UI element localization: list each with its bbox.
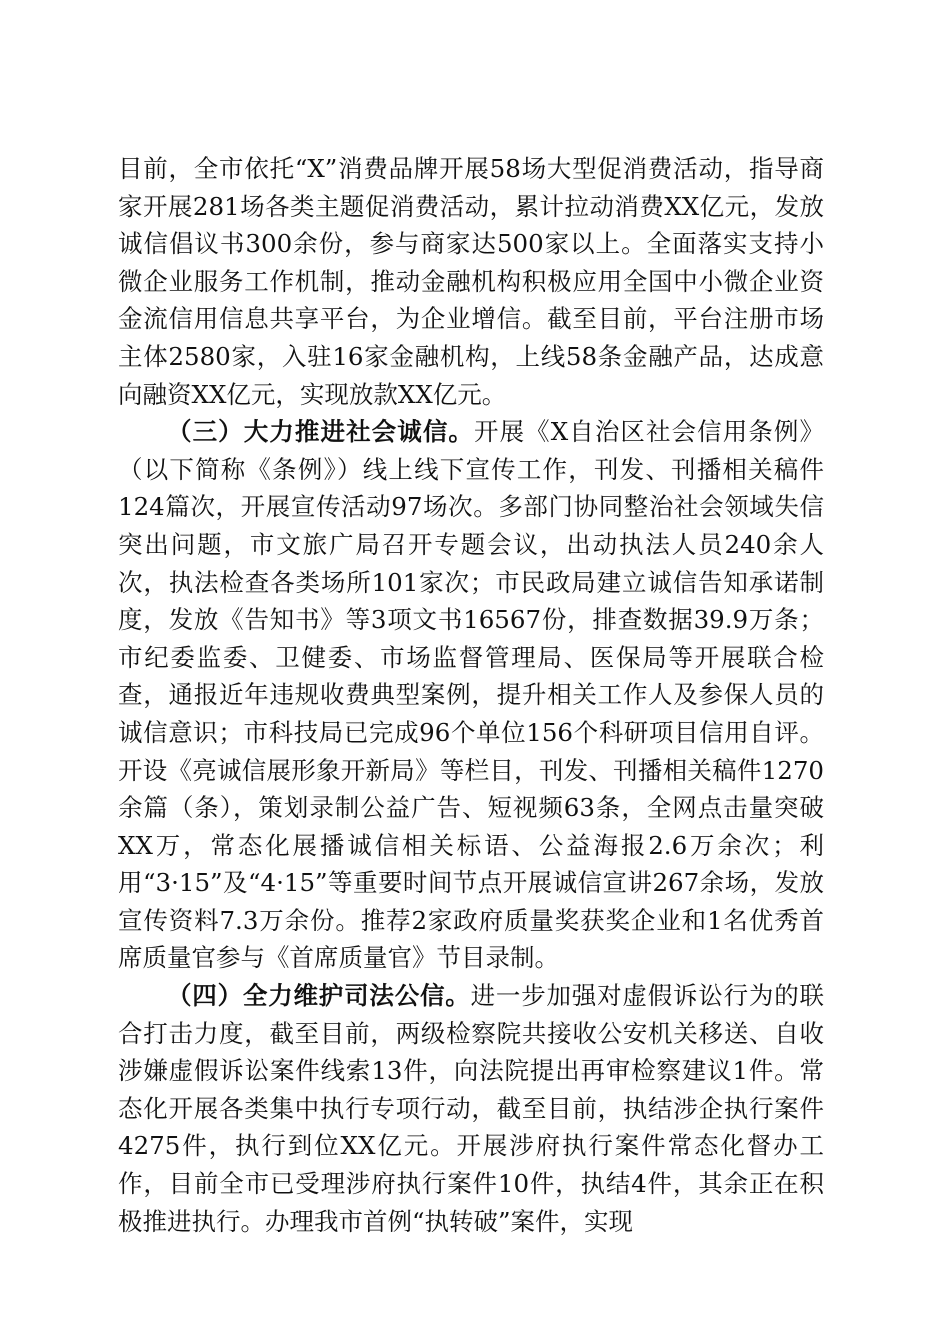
- section-heading-social-credit: （三）大力推进社会诚信。: [167, 417, 474, 447]
- paragraph-consumption-finance: 目前，全市依托“X”消费品牌开展58场大型促消费活动，指导商家开展281场各类主题促消费活动，累计拉动消费XX亿元，发放诚信倡议书300余份，参与商家达500家以上。全面落实支持小微企业服务工作机制，推动金融机构积极应用全国中小微企业资金流信用信息共享平台，为企业增信。截至目前，平台注册市场主体2580家，入驻16家金融机构，上线58条金融产品，达成意向融资XX亿元，实现放款XX亿元。: [118, 154, 824, 409]
- section-body-social-credit: 开展《X自治区社会信用条例》（以下简称《条例》）线上线下宣传工作，刊发、刊播相关稿件124篇次，开展宣传活动97场次。多部门协同整治社会领域失信突出问题，市文旅广局召开专题会议，出动执法人员240余人次，执法检查各类场所101家次；市民政局建立诚信告知承诺制度，发放《告知书》等3项文书16567份，排查数据39.9万条；市纪委监委、卫健委、市场监督管理局、医保局等开展联合检查，通报近年违规收费典型案例，提升相关工作人及参保人员的诚信意识；市科技局已完成96个单位156个科研项目信用自评。开设《亮诚信展形象开新局》等栏目，刊发、刊播相关稿件1270余篇（条），策划录制公益广告、短视频63条，全网点击量突破XX万，常态化展播诚信相关标语、公益海报2.6万余次；利用“3·15”及“4·15”等重要时间节点开展诚信宣讲267余场，发放宣传资料7.3万余份。推荐2家政府质量奖获奖企业和1名优秀首席质量官参与《首席质量官》节目录制。: [118, 417, 824, 973]
- section-social-credit: [118, 413, 824, 977]
- section-body-judicial-credit: 进一步加强对虚假诉讼行为的联合打击力度，截至目前，两级检察院共接收公安机关移送、自收涉嫌虚假诉讼案件线索13件，向法院提出再审检察建议1件。常态化开展各类集中执行专项行动，截至目前，执结涉企执行案件4275件，执行到位XX亿元。开展涉府执行案件常态化督办工作，目前全市已受理涉府执行案件10件，执结4件，其余正在积极推进执行。办理我市首例“执转破”案件，实现: [118, 981, 825, 1236]
- document-page: [118, 150, 824, 1240]
- section-judicial-credit: [118, 977, 824, 1240]
- section-heading-judicial-credit: （四）全力维护司法公信。: [167, 981, 471, 1011]
